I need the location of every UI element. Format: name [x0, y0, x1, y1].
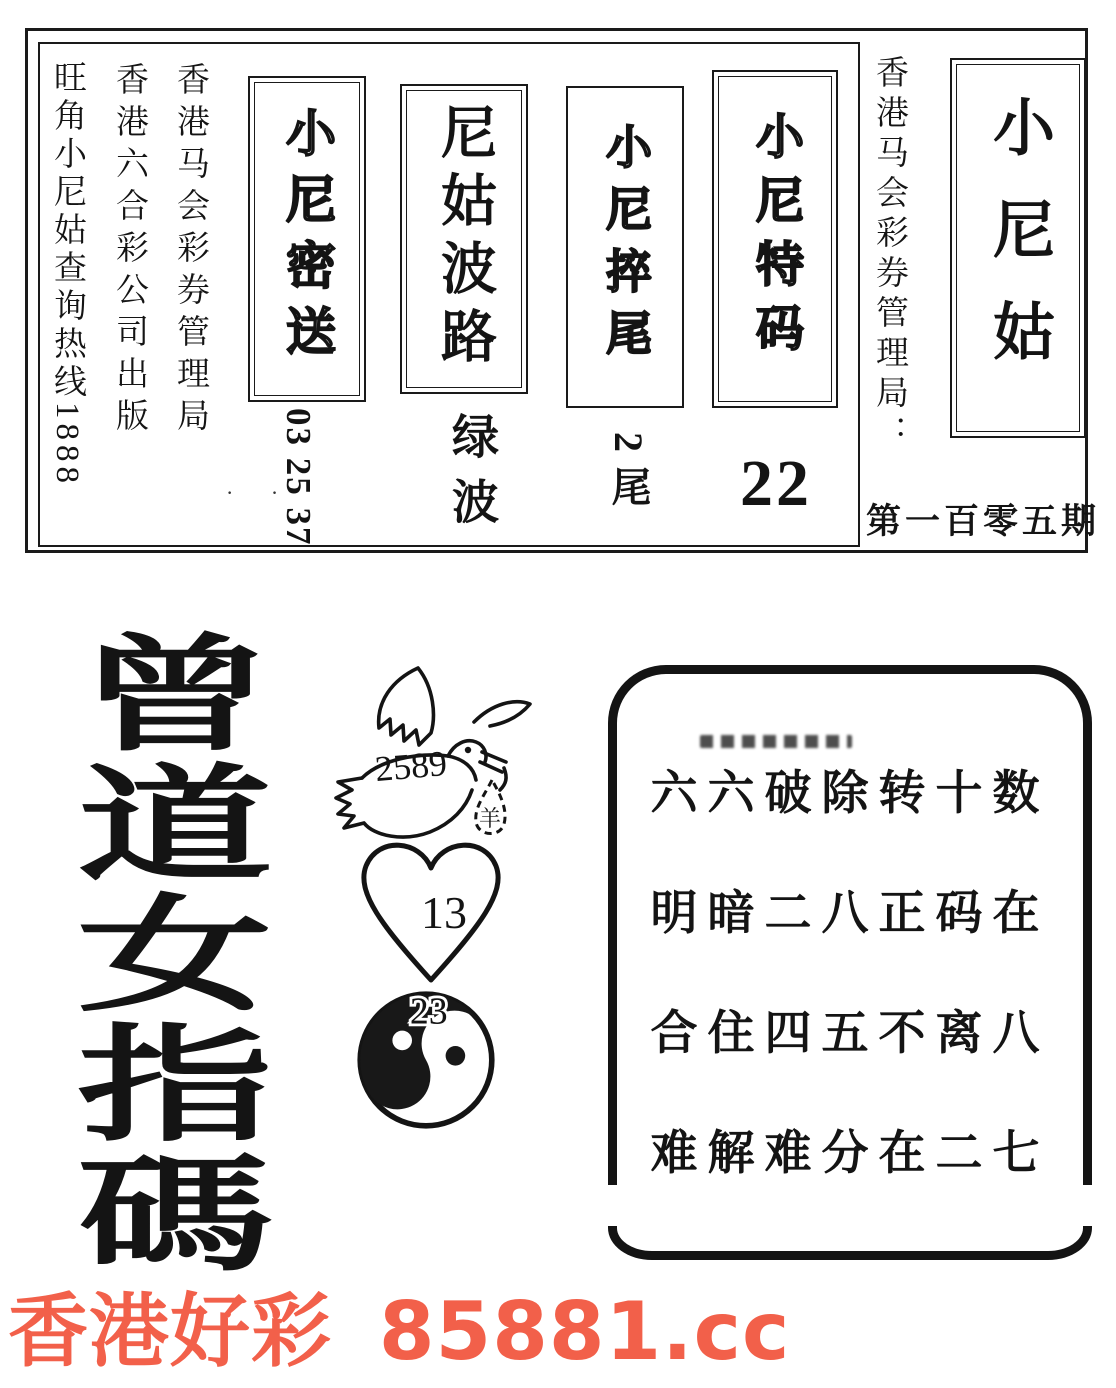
- scan-artifact-dots: · ·: [226, 480, 295, 505]
- tip-box-tail: [566, 86, 684, 408]
- heart-icon: [352, 828, 510, 990]
- footer-site[interactable]: 85881.cc: [378, 1285, 791, 1378]
- dove-eye: [465, 747, 471, 753]
- taiji-black-dot: [446, 1046, 466, 1066]
- publisher-column: 香港六合彩公司出版: [111, 62, 147, 440]
- tip-box-special-title: 小尼特码: [748, 111, 802, 367]
- pendant-zodiac: 羊: [478, 806, 502, 831]
- masthead-name: 小尼姑: [983, 95, 1052, 401]
- tip-box-special-value: 22: [740, 447, 812, 520]
- tip-box-secret-value: 03 25 37: [279, 408, 318, 547]
- issue-number: 第一百零五期: [866, 502, 1101, 541]
- poem-line-4: 难解难分在二七: [650, 1128, 1050, 1180]
- footer-brand-link[interactable]: [8, 1285, 791, 1378]
- tip-box-tail-value: 2尾: [606, 432, 651, 520]
- poem-box-bottom-curve: [608, 1226, 1092, 1260]
- dove-number: 2589: [373, 742, 449, 790]
- poem-line-1: 六六破除转十数: [650, 768, 1050, 820]
- tip-box-wave-road: [400, 84, 528, 394]
- faded-print-artifact: [700, 735, 852, 748]
- taiji-number: 23: [409, 990, 448, 1033]
- tip-box-tail-title: 小尼捽尾: [600, 123, 651, 371]
- authority-column: 香港马会彩券管理局: [172, 62, 208, 440]
- right-authority-column: 香港马会彩券管理局：: [871, 55, 907, 455]
- tip-box-wave-value: 绿波: [445, 412, 497, 542]
- taiji-white-dot: [392, 1031, 412, 1051]
- poem-line-2: 明暗二八正码在: [650, 888, 1050, 940]
- footer-brand: 香港好彩: [8, 1285, 332, 1378]
- tip-box-secret-title: 小尼密送: [279, 107, 335, 371]
- masthead-name-box: [950, 58, 1086, 438]
- heart-number: 13: [421, 887, 467, 938]
- big-vertical-title: 曾道女指碼: [45, 628, 274, 1278]
- tip-box-special-number: [712, 70, 838, 408]
- tip-box-secret-numbers: [248, 76, 366, 402]
- taiji-icon: [356, 990, 496, 1130]
- hotline-column: 旺角小尼姑查询热线1888: [49, 60, 85, 488]
- poem-line-3: 合住四五不离八: [650, 1008, 1050, 1060]
- tip-box-wave-title: 尼姑波路: [433, 103, 495, 375]
